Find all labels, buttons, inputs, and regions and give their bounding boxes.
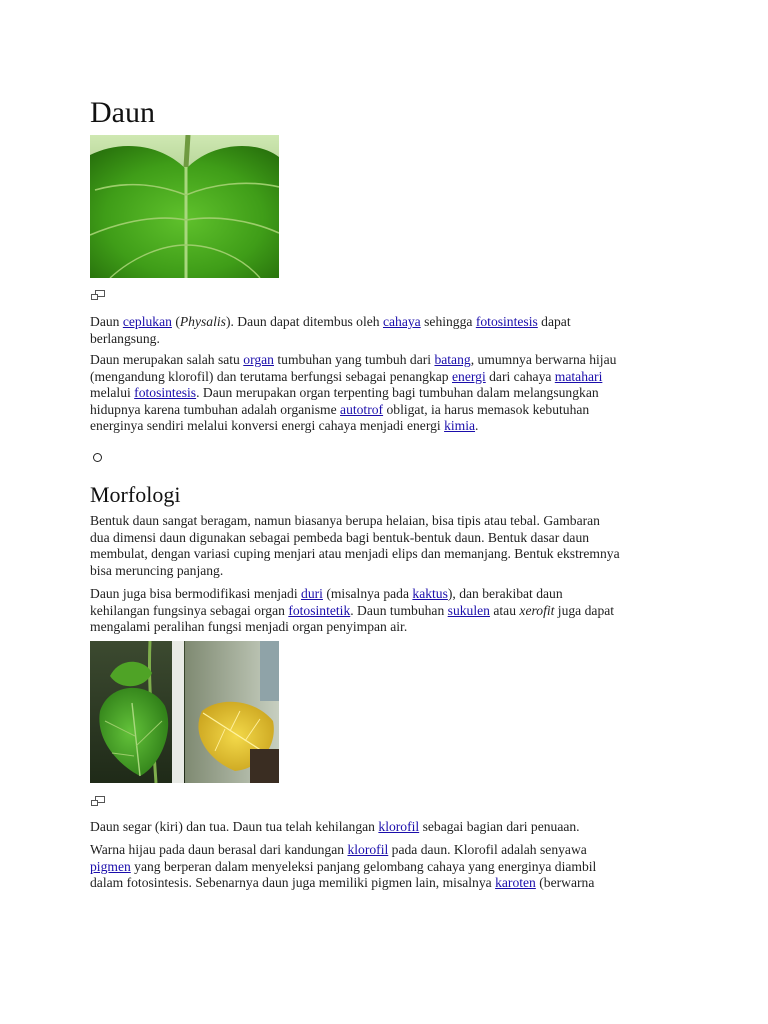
text-line: Daun segar (kiri) dan tua. Daun tua telah kehilangan klorofil sebagai bagian dari penuaan. [90,819,580,834]
link-klorofil[interactable]: klorofil [347,842,389,857]
link-kaktus[interactable]: kaktus [412,586,448,601]
link-cahaya[interactable]: cahaya [382,314,421,329]
text-line: Daun ceplukan (Physalis). Daun dapat ditembus oleh cahaya sehingga fotosintesis dapat [90,314,571,329]
text-line: dua dimensi daun digunakan sebagai pembeda bagi bentuk-bentuk daun. Bentuk dasar daun [90,529,590,545]
link-sukulen[interactable]: sukulen [447,602,490,618]
leaf-photo-fresh-and-old[interactable] [90,641,279,783]
text-line: (mengandung klorofil) dan terutama berfungsi sebagai penangkap energi dari cahaya matahari [90,368,603,384]
text-line: hidupnya karena tumbuhan adalah organisme autotrof obligat, ia harus memasok kebutuhan [90,401,590,417]
morfologi-paragraph-1 [90,513,682,579]
link-karoten[interactable]: karoten [495,875,536,891]
text-line: melalui fotosintesis. Daun merupakan organ terpenting bagi tumbuhan dalam melangsungkan [90,385,599,401]
text-line: Warna hijau pada daun berasal dari kandungan klorofil pada daun. Klorofil adalah senyawa [90,842,587,857]
enlarge-icon[interactable] [91,290,105,300]
figure2-caption [90,819,682,836]
page-title: Daun [90,96,155,129]
link-duri[interactable]: duri [301,586,323,601]
text-line: pigmen yang berperan dalam menyeleksi panjang gelombang cahaya yang energinya diambil [90,858,597,874]
leaves-image [90,641,279,783]
link-klorofil[interactable]: klorofil [378,819,420,834]
emphasis-text: xerofit [519,602,555,618]
text-line: berlangsung. [90,330,160,346]
link-fotosintetik[interactable]: fotosintetik [288,602,351,618]
emphasis-text: Physalis [179,314,226,329]
text-line: Bentuk daun sangat beragam, namun biasanya berupa helaian, bisa tipis atau tebal. Gambaran [90,513,600,528]
link-pigmen[interactable]: pigmen [90,858,131,874]
figure1-caption [90,314,682,347]
link-ceplukan[interactable]: ceplukan [122,314,172,329]
text-line: mengalami peralihan fungsi menjadi organ penyimpan air. [90,619,408,635]
bullet-circle-icon [93,453,102,462]
section-heading-morfologi: Morfologi [90,482,181,507]
enlarge-icon[interactable] [91,796,105,806]
link-matahari[interactable]: matahari [554,368,603,384]
link-fotosintesis[interactable]: fotosintesis [134,385,197,401]
link-batang[interactable]: batang [434,352,471,367]
link-organ[interactable]: organ [243,352,274,367]
text-line: kehilangan fungsinya sebagai organ fotosintetik. Daun tumbuhan sukulen atau xerofit juga dapat [90,602,615,618]
intro-paragraph [90,352,682,435]
link-autotrof[interactable]: autotrof [340,401,384,417]
link-energi[interactable]: energi [452,368,486,384]
link-fotosintesis[interactable]: fotosintesis [475,314,538,329]
leaf-image [90,135,279,278]
text-line: dalam fotosintesis. Sebenarnya daun juga memiliki pigmen lain, misalnya karoten (berwarna [90,875,595,891]
morfologi-paragraph-3 [90,842,682,892]
text-line: membulat, dengan variasi cuping menjari atau menjadi elips dan memanjang. Bentuk ekstremnya [90,546,620,562]
text-line: energinya sendiri melalui konversi energi cahaya menjadi energi kimia. [90,418,479,434]
link-kimia[interactable]: kimia [444,418,476,434]
morfologi-paragraph-2 [90,586,682,636]
leaf-photo-ceplukan[interactable] [90,135,279,278]
text-line: Daun juga bisa bermodifikasi menjadi duri (misalnya pada kaktus), dan berakibat daun [90,586,563,601]
text-line: Daun merupakan salah satu organ tumbuhan yang tumbuh dari batang, umumnya berwarna hijau [90,352,617,367]
text-line: bisa meruncing panjang. [90,562,224,578]
